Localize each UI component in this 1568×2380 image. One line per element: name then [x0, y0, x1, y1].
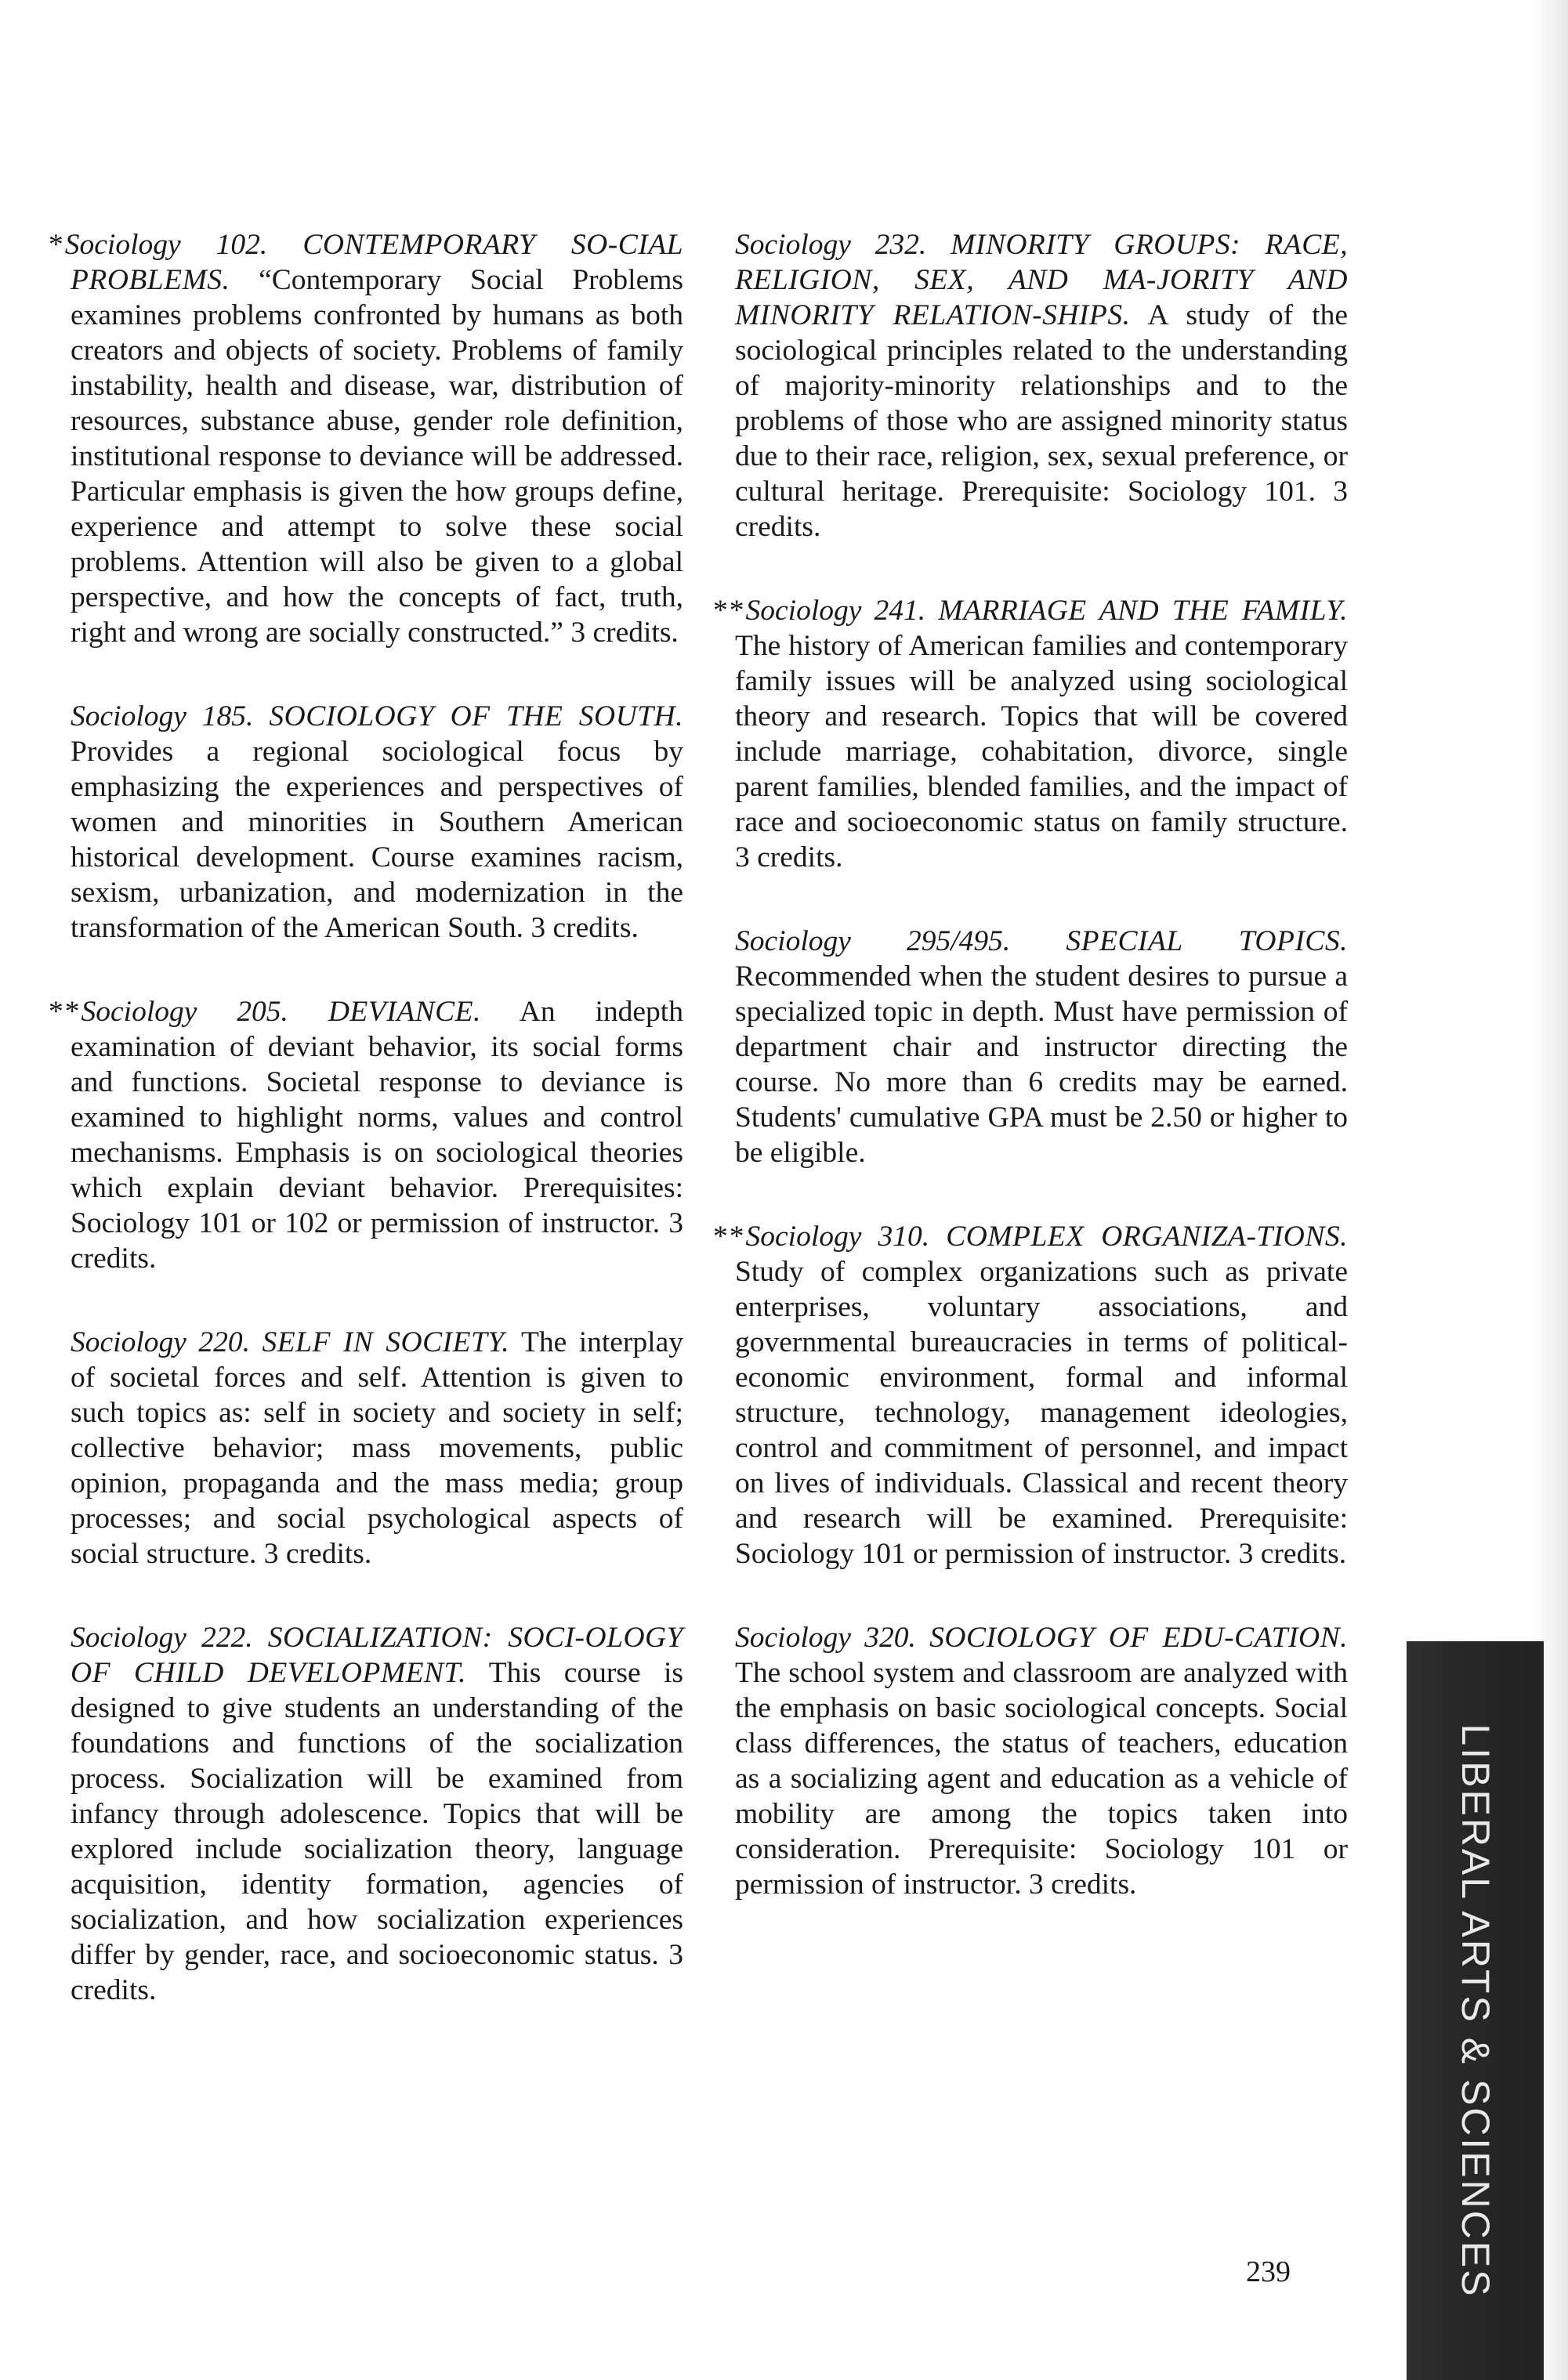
course-number: Sociology 222. — [71, 1622, 253, 1654]
course-entry-soc-185 — [71, 699, 683, 946]
course-number: Sociology 310. — [745, 1221, 930, 1253]
course-title: MARRIAGE AND THE FAMILY. — [938, 595, 1349, 627]
course-title: SOCIOLOGY OF THE SOUTH. — [269, 700, 684, 732]
course-number: Sociology 220. — [71, 1326, 250, 1358]
course-description: Provides a regional sociological focus by emphasizing the experiences and perspectives of women and minorities in Southern American historical development. Course examines racism, sexism, urbanization, and modernization in the transformation of the American South. 3 credits. — [71, 736, 683, 944]
course-description: This course is designed to give students an understanding of the foundations and functions of the socialization process. Socialization will be examined from infancy through adolescence. Topics that will be explored include socialization theory, language acquisition, identity formation, agencies of socialization, and how socialization experiences differ by gender, race, and socioeconomic status. 3 credits. — [71, 1657, 683, 2006]
section-side-tab — [1407, 1641, 1544, 2380]
course-number: Sociology 185. — [71, 700, 254, 732]
course-entry-soc-222 — [71, 1620, 683, 2008]
course-entry-soc-102 — [49, 227, 683, 650]
course-title: CONTEMPORARY SO-CIAL PROBLEMS. — [71, 229, 683, 296]
course-title: COMPLEX ORGANIZA-TIONS. — [946, 1221, 1348, 1253]
course-title: MINORITY GROUPS: RACE, RELIGION, SEX, AND MA-JORITY AND MINORITY RELATION-SHIPS. — [735, 229, 1348, 331]
course-description: “Contemporary Social Problems examines problems confronted by humans as both creators and objects of society. Problems of family instability, health and disease, war, distribution of resources, substance abuse, gender role definition, institutional response to deviance will be addressed. Particular emphasis is given the how groups define, experience and attempt to solve these social problems. Attention will also be given to a global perspective, and how the concepts of fact, truth, right and wrong are socially constructed.” 3 credits. — [71, 264, 683, 649]
course-title: SPECIAL TOPICS. — [1066, 925, 1348, 957]
course-number: Sociology 295/495. — [735, 925, 1011, 957]
course-number: Sociology 241. — [745, 595, 926, 627]
course-entry-soc-205 — [49, 994, 683, 1276]
course-description: The history of American families and contemporary family issues will be analyzed using sociological theory and research. Topics that will be covered include marriage, cohabitation, divorce, single parent families, blended families, and the impact of race and socioeconomic status on family structure. 3 credits. — [735, 630, 1348, 874]
section-side-tab-label: LIBERAL ARTS & SCIENCES — [1453, 1723, 1497, 2299]
course-mark: ** — [713, 1221, 746, 1253]
right-column — [713, 227, 1349, 1951]
course-mark: * — [49, 229, 65, 261]
course-number: Sociology 232. — [735, 229, 927, 261]
course-description: A study of the sociological principles related to the understanding of majority-minority relationships and to the problems of those who are assigned minority status due to their race, religion, sex, sexual preference, or cultural heritage. Prerequisite: Sociology 101. 3 credits. — [735, 299, 1348, 543]
course-number: Sociology 320. — [735, 1622, 916, 1654]
course-entry-soc-241 — [713, 593, 1349, 875]
course-entry-soc-320 — [735, 1620, 1348, 1902]
course-mark: ** — [713, 595, 746, 627]
course-title: SELF IN SOCIETY. — [262, 1326, 510, 1358]
course-description: The interplay of societal forces and self. Attention is given to such topics as: self in society and society in self; collective behavior; mass movements, public opinion, propaganda and the mass media; group processes; and social psychological aspects of social structure. 3 credits. — [71, 1326, 683, 1570]
course-description: Study of complex organizations such as private enterprises, voluntary associations, and governmental bureaucracies in terms of political-economic environment, formal and informal structure, technology, management ideologies, control and commitment of personnel, and impact on lives of individuals. Classical and recent theory and research will be examined. Prerequisite: Sociology 101 or permission of instructor. 3 credits. — [735, 1256, 1348, 1570]
course-mark: ** — [49, 996, 81, 1028]
course-number: Sociology 205. — [81, 996, 288, 1028]
course-entry-soc-310 — [713, 1219, 1348, 1572]
left-column — [49, 227, 684, 2056]
course-title: SOCIALIZATION: SOCI-OLOGY OF CHILD DEVELOPMENT. — [71, 1622, 683, 1689]
page-number: 239 — [1246, 2255, 1291, 2288]
course-number: Sociology 102. — [64, 229, 268, 261]
course-title: DEVIANCE. — [328, 996, 481, 1028]
course-title: SOCIOLOGY OF EDU-CATION. — [929, 1622, 1348, 1654]
course-entry-soc-295-495 — [735, 924, 1348, 1170]
course-description: The school system and classroom are analyzed with the emphasis on basic sociological concepts. Social class differences, the status of teachers, education as a socializing agent and education as a vehicle of mobility are among the topics taken into consideration. Prerequisite: Sociology 101 or permission of instructor. 3 credits. — [735, 1657, 1348, 1901]
course-description: Recommended when the student desires to pursue a specialized topic in depth. Must have permission of department chair and instructor directing the course. No more than 6 credits may be earned. Students' cumulative GPA must be 2.50 or higher to be eligible. — [735, 960, 1348, 1169]
course-entry-soc-220 — [71, 1325, 683, 1572]
course-description: An indepth examination of deviant behavior, its social forms and functions. Societal response to deviance is examined to highlight norms, values and control mechanisms. Emphasis is on sociological theories which explain deviant behavior. Prerequisites: Sociology 101 or 102 or permission of instructor. 3 credits. — [71, 996, 683, 1275]
course-entry-soc-232 — [735, 227, 1348, 544]
